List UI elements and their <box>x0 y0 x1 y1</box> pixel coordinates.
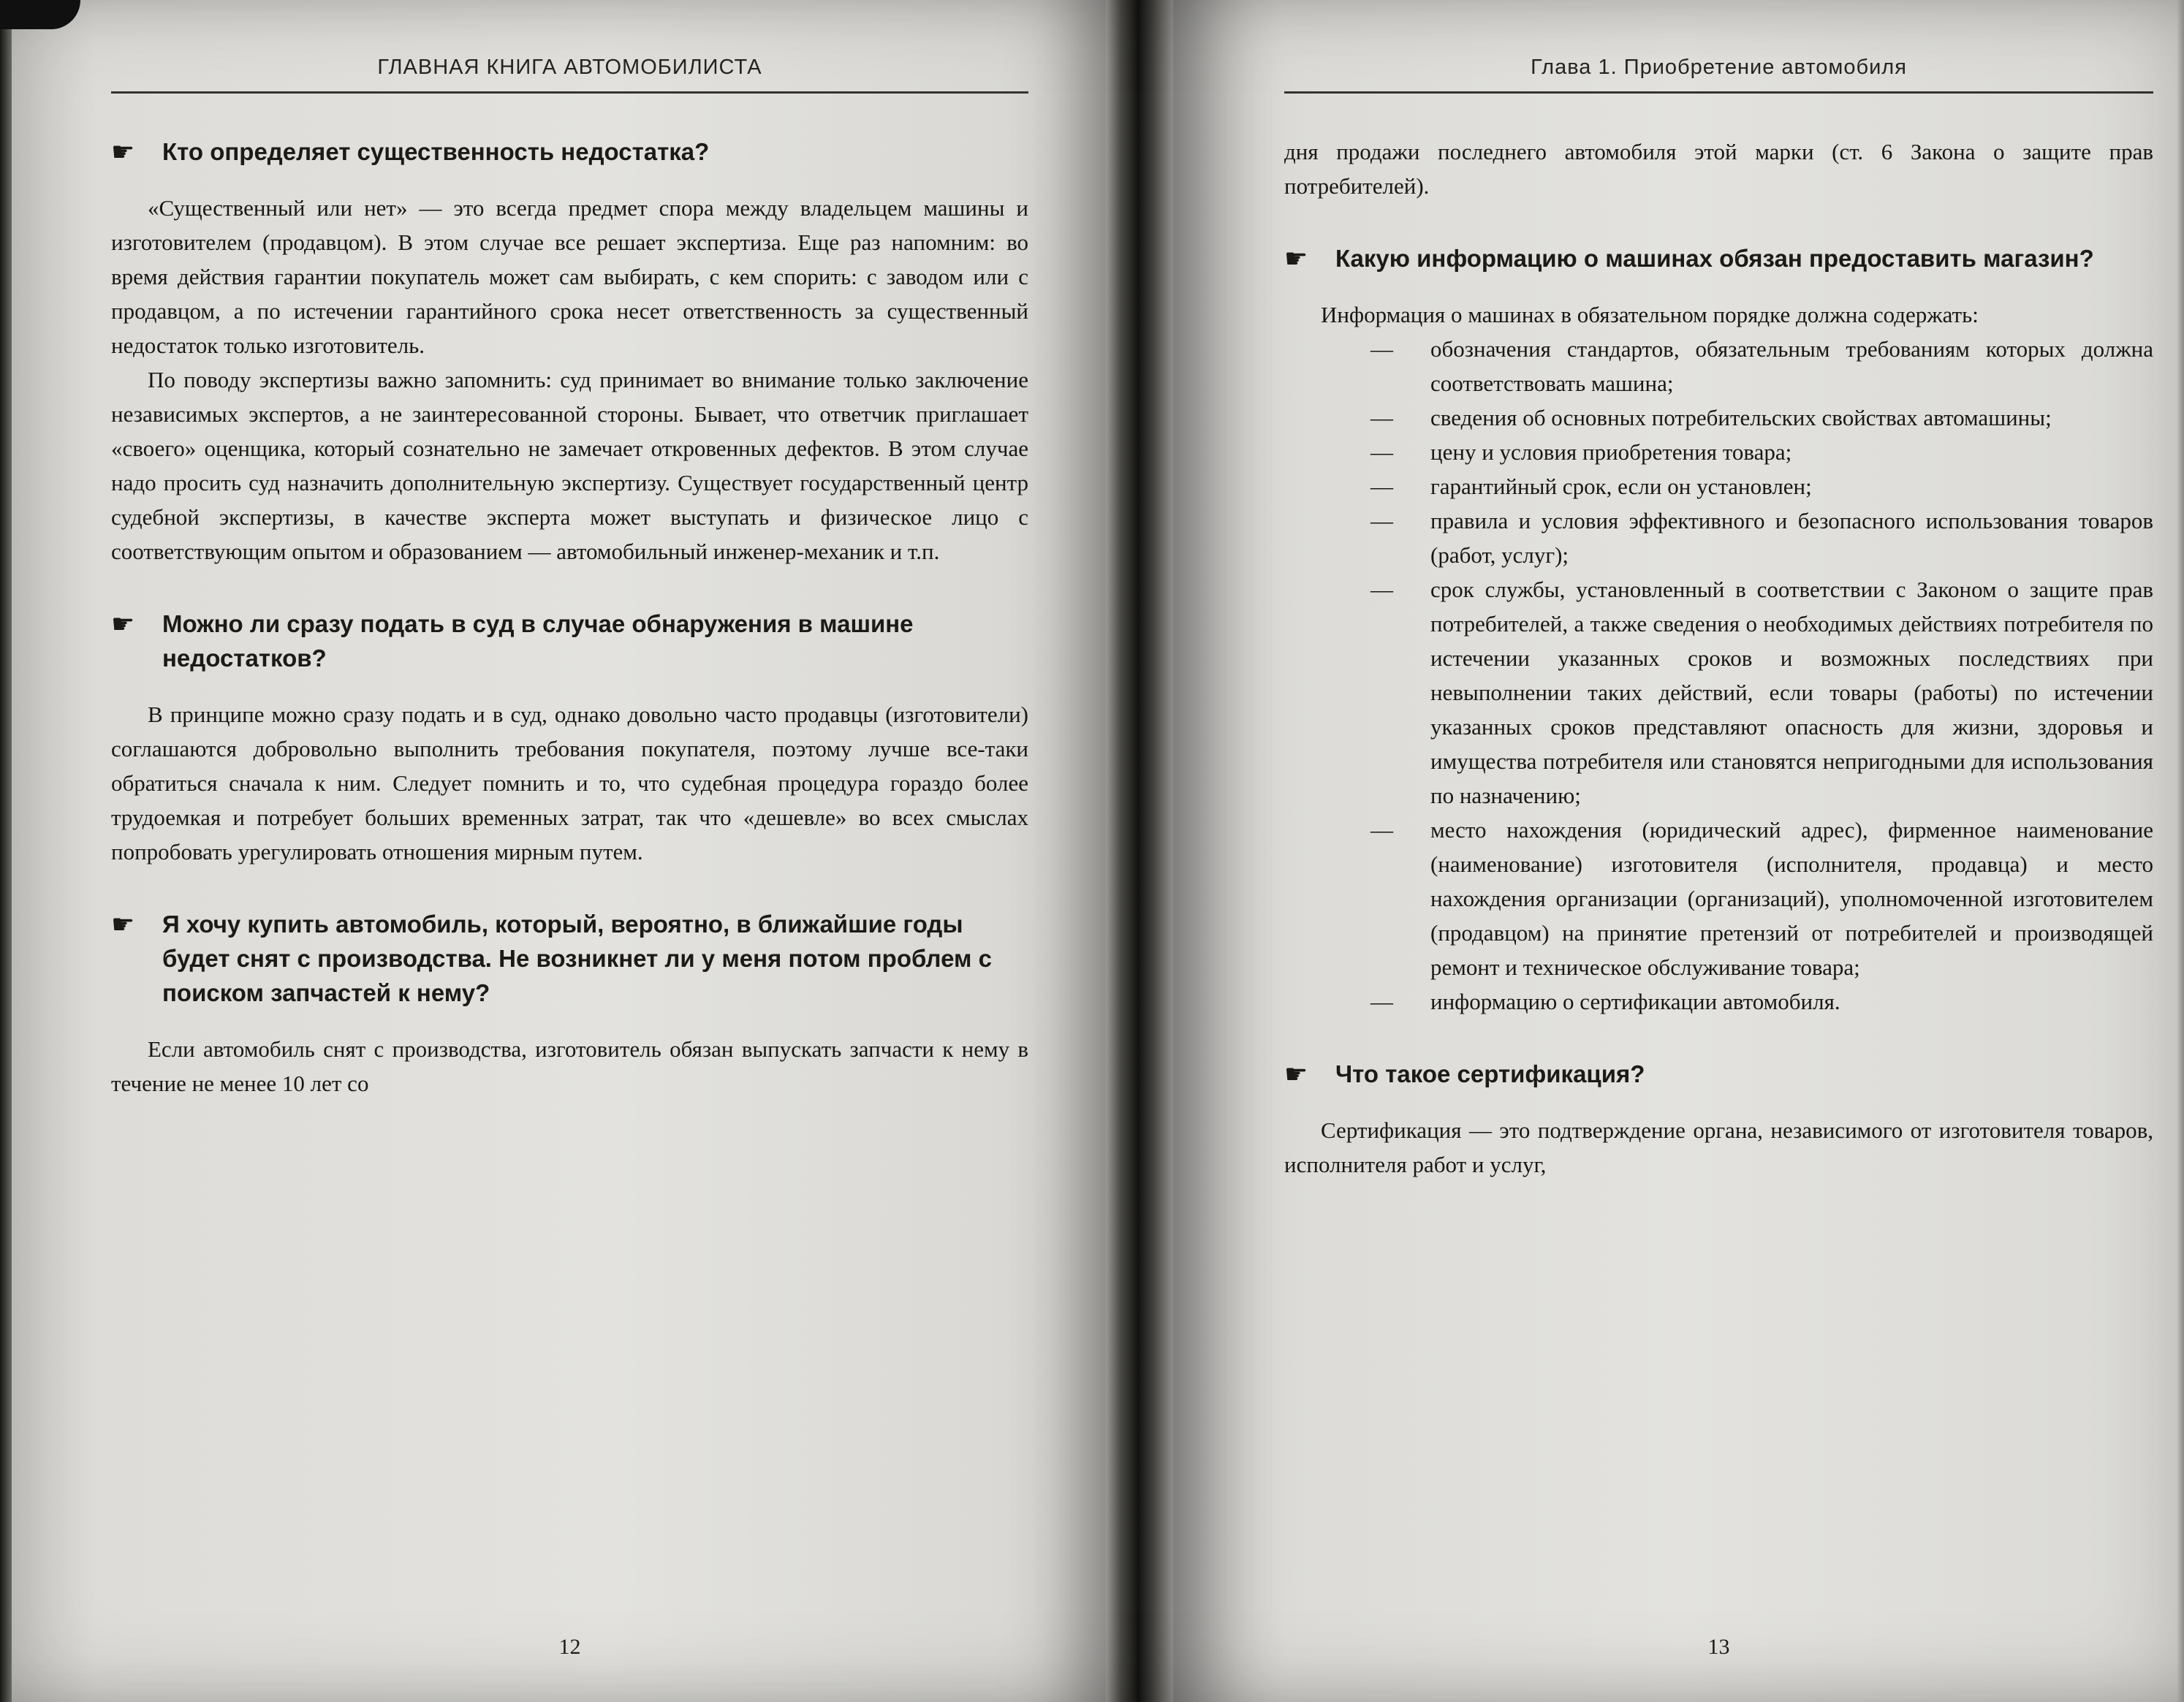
list-item <box>1284 435 2153 469</box>
book-gutter <box>1106 0 1173 1702</box>
list-item-text: место нахождения (юридический адрес), фирменное наименование (наименование) изготовителя (исполнителя, продавца) и место нахождения организации (организаций), уполномоченной изготовителем (продавцом) на принятие претензий от потребителей и производящей ремонт и техническое обслуживание товара; <box>1430 817 2153 980</box>
section-q5 <box>1284 1057 2153 1182</box>
page-number-right: 13 <box>1707 1635 1730 1659</box>
section-title: Какую информацию о машинах обязан предоставить магазин? <box>1335 245 2094 272</box>
list-item <box>1284 469 2153 504</box>
list-item <box>1284 504 2153 572</box>
section-heading <box>1284 241 2153 276</box>
page-number-left: 12 <box>558 1635 581 1659</box>
scan-left-edge <box>0 0 12 1702</box>
section-title: Я хочу купить автомобиль, который, вероятно, в ближайшие годы будет снят с производства. Не возникнет ли у меня потом проблем с поиском запчастей к нему? <box>162 911 992 1006</box>
dash-marker: — <box>1370 474 1393 499</box>
pointer-hand-icon: ☛ <box>111 137 135 167</box>
list-item <box>1284 813 2153 984</box>
dash-marker: — <box>1370 989 1393 1014</box>
list-item-text: обозначения стандартов, обязательным требованиям которых должна соответствовать машина; <box>1430 336 2153 396</box>
dash-marker: — <box>1370 577 1393 602</box>
list-item-text: срок службы, установленный в соответствии с Законом о защите прав потребителей, а также сведения о необходимых действиях потребителя по истечении указанных сроков и возможных последствиях при невыполнении таких действий, если товары (работы) по истечении указанных сроков представляют опасность для жизни, здоровья и имущества потребителя или становятся непригодными для использования по назначению; <box>1430 577 2153 808</box>
dash-marker: — <box>1370 817 1393 843</box>
section-q3 <box>111 907 1028 1101</box>
list-lead-paragraph: Информация о машинах в обязательном порядке должна содержать: <box>1321 302 1979 327</box>
section-heading <box>1284 1057 2153 1091</box>
book-title: ГЛАВНАЯ КНИГА АВТОМОБИЛИСТА <box>377 56 762 79</box>
list-item <box>1284 332 2153 400</box>
page-right <box>1173 0 2184 1702</box>
paragraph: Сертификация — это подтверждение органа, независимого от изготовителя товаров, исполнителя работ и услуг, <box>1284 1117 2153 1177</box>
dash-marker: — <box>1370 508 1393 533</box>
list-item <box>1284 572 2153 813</box>
paragraph: «Существенный или нет» — это всегда предмет спора между владельцем машины и изготовителем (продавцом). В этом случае все решает экспертиза. Еще раз напомним: во время действия гарантии покупатель может сам выбирать, с кем спорить: с заводом или с продавцом, а по истечении гарантийного срока несет ответственность за существенный недостаток только изготовитель. <box>111 195 1028 358</box>
dash-marker: — <box>1370 336 1393 362</box>
list-item-text: информацию о сертификации автомобиля. <box>1430 989 1840 1014</box>
section-title: Что такое сертификация? <box>1335 1060 1645 1087</box>
list-item-text: правила и условия эффективного и безопасного использования товаров (работ, услуг); <box>1430 508 2153 568</box>
section-title: Кто определяет существенность недостатка? <box>162 138 710 165</box>
pointer-hand-icon: ☛ <box>111 909 135 939</box>
section-title: Можно ли сразу подать в суд в случае обнаружения в машине недостатков? <box>162 610 914 672</box>
section-heading <box>111 134 1028 169</box>
section-heading <box>111 607 1028 675</box>
paragraph: В принципе можно сразу подать и в суд, однако довольно часто продавцы (изготовители) соглашаются добровольно выполнить требования покупателя, поэтому лучше все-таки обратиться сначала к ним. Следует помнить и то, что судебная процедура гораздо более трудоемкая и потребует больших временных затрат, так что «дешевле» во всех смыслах попробовать урегулировать отношения мирным путем. <box>111 702 1028 865</box>
list-item-text: цену и условия приобретения товара; <box>1430 439 1792 465</box>
section-q2 <box>111 607 1028 869</box>
section-q1 <box>111 134 1028 569</box>
list-item-text: сведения об основных потребительских свойствах автомашины; <box>1430 405 2052 430</box>
list-item-text: гарантийный срок, если он установлен; <box>1430 474 1812 499</box>
pointer-hand-icon: ☛ <box>1284 1059 1308 1089</box>
running-head-left <box>111 56 1028 94</box>
scan-right-edge <box>2177 0 2184 1702</box>
chapter-title: Глава 1. Приобретение автомобиля <box>1531 56 1907 79</box>
paragraph: По поводу экспертизы важно запомнить: суд принимает во внимание только заключение независимых экспертов, а не заинтересованной стороны. Бывает, что ответчик приглашает «своего» оценщика, который сознательно не замечает откровенных дефектов. В этом случае надо просить суд назначить дополнительную экспертизу. Существует государственный центр судебной экспертизы, в качестве эксперта может выступать и физическое лицо с соответствующим опытом и образованием — автомобильный инженер-механик и т.п. <box>111 367 1028 564</box>
list-item <box>1284 984 2153 1019</box>
section-heading <box>111 907 1028 1010</box>
paragraph: Если автомобиль снят с производства, изготовитель обязан выпускать запчасти к нему в течение не менее 10 лет со <box>111 1036 1028 1096</box>
requirements-list <box>1284 332 2153 1019</box>
list-item <box>1284 400 2153 435</box>
pointer-hand-icon: ☛ <box>111 609 135 639</box>
pointer-hand-icon: ☛ <box>1284 243 1308 273</box>
dash-marker: — <box>1370 439 1393 465</box>
dash-marker: — <box>1370 405 1393 430</box>
running-head-right <box>1284 56 2153 94</box>
section-q4 <box>1284 241 2153 1019</box>
continuation-paragraph: дня продажи последнего автомобиля этой марки (ст. 6 Закона о защите прав потребителей). <box>1284 139 2153 199</box>
